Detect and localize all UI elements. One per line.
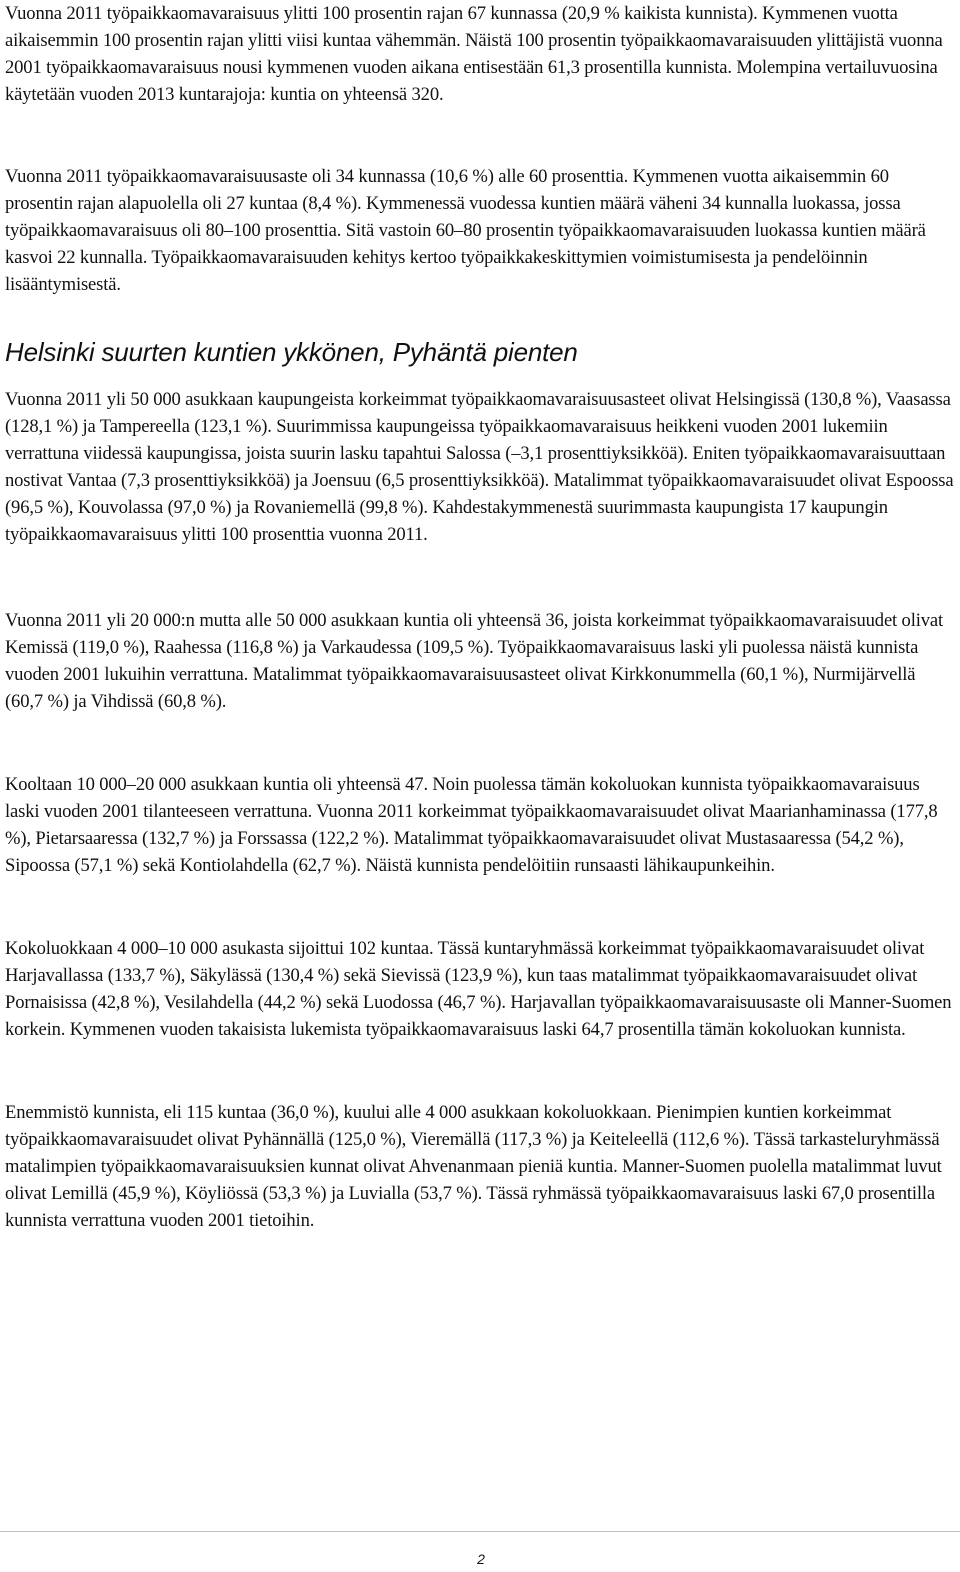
paragraph-municipalities-20000-50000: Vuonna 2011 yli 20 000:n mutta alle 50 000 asukkaan kuntia oli yhteensä 36, joista korkeimmat työpaikkaomavaraisuudet olivat Kemissä (119,0 %), Raahessa (116,8 %) ja Varkaudessa (109,5 %). Työpaikkaomavaraisuus laski yli puolessa näistä kunnista vuoden 2001 lukuihin verrattuna. Matalimmat työpaikkaomavaraisuusasteet olivat Kirkkonummella (60,1 %), Nurmijärvellä (60,7 %) ja Vihdissä (60,8 %). [5,610,944,712]
paragraph-job-self-sufficiency-over-100: Vuonna 2011 työpaikkaomavaraisuus ylitti 100 prosentin rajan 67 kunnassa (20,9 % kaikista kunnista). Kymmenen vuotta aikaisemmin 100 prosentin rajan ylitti viisi kuntaa vähemmän. Näistä 100 prosentin työpaikkaomavaraisuuden ylittäjistä vuonna 2001 työpaikkaomavaraisuus nousi kymmenen vuoden aikana entisestään 61,3 prosentilla kunnista. Molempina vertailuvuosina käytetään vuoden 2013 kuntarajoja: kuntia on yhteensä 320. [5,3,943,105]
section-heading: Helsinki suurten kuntien ykkönen, Pyhäntä pienten [5,337,578,367]
paragraph-cities-over-50000: Vuonna 2011 yli 50 000 asukkaan kaupungeista korkeimmat työpaikkaomavaraisuusasteet olivat Helsingissä (130,8 %), Vaasassa (128,1 %) ja Tampereella (123,1 %). Suurimmissa kaupungeissa työpaikkaomavaraisuus heikkeni vuoden 2001 lukemiin verrattuna viidessä kaupungissa, joista suurin lasku tapahtui Salossa (–3,1 prosenttiyksikköä). Eniten työpaikkaomavaraisuuttaan nostivat Vantaa (7,3 prosenttiyksikköä) ja Joensuu (6,5 prosenttiyksikköä). Matalimmat työpaikkaomavaraisuudet olivat Espoossa (96,5 %), Kouvolassa (97,0 %) ja Rovaniemellä (99,8 %). Kahdestakymmenestä suurimmasta kaupungista 17 kaupungin työpaikkaomavaraisuus ylitti 100 prosenttia vuonna 2011. [5,389,954,545]
page-number: 2 [477,1551,485,1567]
paragraph-municipalities-10000-20000: Kooltaan 10 000–20 000 asukkaan kuntia oli yhteensä 47. Noin puolessa tämän kokoluokan kunnista työpaikkaomavaraisuus laski vuoden 2001 tilanteeseen verrattuna. Vuonna 2011 korkeimmat työpaikkaomavaraisuudet olivat Maarianhaminassa (177,8 %), Pietarsaaressa (132,7 %) ja Forssassa (122,2 %). Matalimmat työpaikkaomavaraisuudet olivat Mustasaaressa (54,2 %), Sipoossa (57,1 %) sekä Kontiolahdella (62,7 %). Näistä kunnista pendelöitiin runsaasti lähikaupunkeihin. [5,774,938,876]
footer-divider [0,1531,960,1532]
paragraph-municipalities-under-4000: Enemmistö kunnista, eli 115 kuntaa (36,0 %), kuului alle 4 000 asukkaan kokoluokkaan. Pienimpien kuntien korkeimmat työpaikkaomavaraisuudet olivat Pyhännällä (125,0 %), Vieremällä (117,3 %) ja Keiteleellä (112,6 %). Tässä tarkasteluryhmässä matalimpien työpaikkaomavaraisuuksien kunnat olivat Ahvenanmaan pieniä kuntia. Manner-Suomen puolella matalimmat luvut olivat Lemillä (45,9 %), Köyliössä (53,3 %) ja Luvialla (53,7 %). Tässä ryhmässä työpaikkaomavaraisuus laski 67,0 prosentilla kunnista verrattuna vuoden 2001 tietoihin. [5,1102,942,1231]
paragraph-job-self-sufficiency-under-60: Vuonna 2011 työpaikkaomavaraisuusaste oli 34 kunnassa (10,6 %) alle 60 prosenttia. Kymmenen vuotta aikaisemmin 60 prosentin rajan alapuolella oli 27 kuntaa (8,4 %). Kymmenessä vuodessa kuntien määrä väheni 34 kunnalla luokassa, jossa työpaikkaomavaraisuus oli 80–100 prosenttia. Sitä vastoin 60–80 prosentin työpaikkaomavaraisuuden luokassa kuntien määrä kasvoi 22 kunnalla. Työpaikkaomavaraisuuden kehitys kertoo työpaikkakeskittymien voimistumisesta ja pendelöinnin lisääntymisestä. [5,166,926,295]
paragraph-municipalities-4000-10000: Kokoluokkaan 4 000–10 000 asukasta sijoittui 102 kuntaa. Tässä kuntaryhmässä korkeimmat työpaikkaomavaraisuudet olivat Harjavallassa (133,7 %), Säkylässä (130,4 %) sekä Sievissä (123,9 %), kun taas matalimmat työpaikkaomavaraisuudet olivat Pornaisissa (42,8 %), Vesilahdella (44,2 %) sekä Luodossa (46,7 %). Harjavallan työpaikkaomavaraisuusaste oli Manner-Suomen korkein. Kymmenen vuoden takaisista lukemista työpaikkaomavaraisuus laski 64,7 prosentilla tämän kokoluokan kunnista. [5,938,952,1040]
